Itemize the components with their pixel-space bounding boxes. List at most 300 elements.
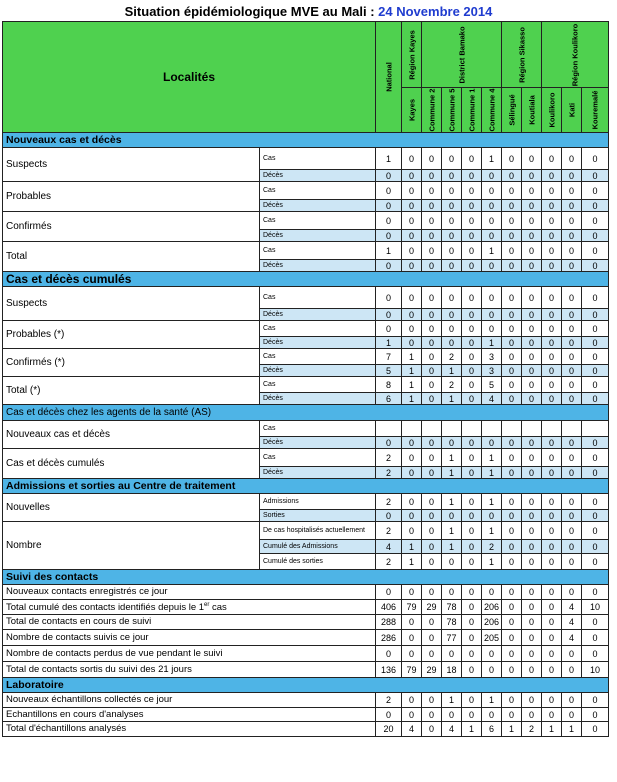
- value-cell: 0: [422, 510, 442, 522]
- value-cell: 0: [402, 494, 422, 510]
- value-cell: 0: [502, 522, 522, 540]
- value-cell: 0: [522, 365, 542, 377]
- value-cell: 0: [462, 522, 482, 540]
- value-cell: 0: [482, 287, 502, 309]
- value-cell: 0: [402, 230, 422, 242]
- sub-label: Cas: [260, 287, 376, 309]
- value-cell: [482, 421, 502, 437]
- row-label: Nombre de contacts perdus de vue pendant le suivi: [3, 646, 376, 662]
- section-header: [3, 570, 609, 585]
- value-cell: 0: [402, 200, 422, 212]
- row-label: Confirmés (*): [3, 349, 260, 377]
- value-cell: 78: [442, 600, 462, 615]
- value-cell: 0: [402, 646, 422, 662]
- value-cell: 0: [502, 449, 522, 467]
- value-cell: 0: [402, 467, 422, 479]
- value-cell: 0: [562, 437, 582, 449]
- sub-label: Admissions: [260, 494, 376, 510]
- value-cell: 0: [422, 449, 442, 467]
- sub-label: Cumulé des sorties: [260, 554, 376, 570]
- value-cell: 1: [442, 540, 462, 554]
- value-cell: 0: [542, 494, 562, 510]
- sub-label: Cas: [260, 421, 376, 437]
- value-cell: 0: [462, 242, 482, 260]
- value-cell: 3: [482, 349, 502, 365]
- value-cell: 0: [422, 212, 442, 230]
- value-cell: 5: [376, 365, 402, 377]
- value-cell: 0: [442, 510, 462, 522]
- value-cell: 0: [582, 337, 609, 349]
- value-cell: 0: [402, 437, 422, 449]
- value-cell: 0: [562, 467, 582, 479]
- value-cell: 0: [402, 242, 422, 260]
- value-cell: 0: [462, 182, 482, 200]
- value-cell: 1: [442, 449, 462, 467]
- value-cell: 0: [542, 554, 562, 570]
- value-cell: 0: [422, 554, 442, 570]
- data-row: [3, 148, 609, 170]
- row-label: Nouveaux échantillons collectés ce jour: [3, 693, 376, 708]
- value-cell: 0: [562, 287, 582, 309]
- value-cell: 288: [376, 615, 402, 630]
- sub-label: Cas: [260, 242, 376, 260]
- value-cell: 0: [462, 615, 482, 630]
- value-cell: 2: [376, 494, 402, 510]
- value-cell: 0: [422, 349, 442, 365]
- section-title: Nouveaux cas et décès: [3, 133, 609, 148]
- value-cell: 0: [482, 230, 502, 242]
- value-cell: 1: [402, 349, 422, 365]
- row-label: Cas et décès cumulés: [3, 449, 260, 479]
- value-cell: 0: [442, 309, 462, 321]
- value-cell: 1: [376, 337, 402, 349]
- value-cell: 1: [402, 377, 422, 393]
- value-cell: 0: [422, 585, 442, 600]
- region-kayes-header: Région Kayes: [402, 22, 422, 88]
- value-cell: [502, 421, 522, 437]
- value-cell: 18: [442, 662, 462, 678]
- value-cell: 0: [462, 377, 482, 393]
- header-row: [3, 22, 609, 88]
- sub-label: Décès: [260, 200, 376, 212]
- value-cell: 1: [442, 522, 462, 540]
- value-cell: 0: [502, 437, 522, 449]
- value-cell: 5: [482, 377, 502, 393]
- value-cell: 0: [502, 393, 522, 405]
- value-cell: 0: [462, 287, 482, 309]
- value-cell: 1: [482, 494, 502, 510]
- value-cell: 0: [522, 230, 542, 242]
- section-header: [3, 133, 609, 148]
- value-cell: 0: [402, 630, 422, 646]
- value-cell: 0: [402, 321, 422, 337]
- value-cell: [542, 421, 562, 437]
- value-cell: 2: [376, 522, 402, 540]
- value-cell: 10: [582, 600, 609, 615]
- value-cell: 0: [562, 393, 582, 405]
- value-cell: 0: [402, 337, 422, 349]
- value-cell: 2: [376, 554, 402, 570]
- value-cell: 0: [522, 522, 542, 540]
- value-cell: 0: [542, 337, 562, 349]
- value-cell: 0: [442, 148, 462, 170]
- value-cell: 0: [442, 200, 462, 212]
- value-cell: 1: [442, 365, 462, 377]
- value-cell: 1: [562, 722, 582, 737]
- value-cell: 0: [442, 708, 462, 722]
- data-row: [3, 722, 609, 737]
- value-cell: 0: [502, 230, 522, 242]
- value-cell: 0: [522, 377, 542, 393]
- value-cell: 0: [402, 708, 422, 722]
- value-cell: 0: [562, 321, 582, 337]
- row-label: Confirmés: [3, 212, 260, 242]
- value-cell: 1: [442, 467, 462, 479]
- value-cell: 0: [562, 449, 582, 467]
- value-cell: 0: [522, 554, 542, 570]
- value-cell: 0: [462, 693, 482, 708]
- value-cell: 4: [482, 393, 502, 405]
- value-cell: 2: [376, 449, 402, 467]
- value-cell: 0: [562, 646, 582, 662]
- value-cell: 0: [582, 349, 609, 365]
- sub-header: Commune 4: [482, 88, 502, 133]
- section-header: [3, 479, 609, 494]
- value-cell: 0: [582, 646, 609, 662]
- sub-label: Cas: [260, 212, 376, 230]
- value-cell: 0: [502, 708, 522, 722]
- section-header: [3, 405, 609, 421]
- value-cell: 0: [402, 212, 422, 230]
- value-cell: [376, 421, 402, 437]
- value-cell: 29: [422, 600, 442, 615]
- value-cell: 0: [522, 646, 542, 662]
- value-cell: 0: [462, 200, 482, 212]
- value-cell: 0: [522, 337, 542, 349]
- data-row: [3, 212, 609, 230]
- value-cell: 0: [422, 467, 442, 479]
- value-cell: 0: [482, 200, 502, 212]
- value-cell: 0: [462, 662, 482, 678]
- row-label: Total (*): [3, 377, 260, 405]
- value-cell: 0: [502, 377, 522, 393]
- value-cell: 0: [582, 393, 609, 405]
- sub-label: Cumulé des Admissions: [260, 540, 376, 554]
- value-cell: 286: [376, 630, 402, 646]
- value-cell: 0: [422, 170, 442, 182]
- value-cell: 0: [542, 600, 562, 615]
- value-cell: 0: [462, 309, 482, 321]
- value-cell: 0: [542, 230, 562, 242]
- value-cell: 0: [582, 693, 609, 708]
- value-cell: 0: [562, 200, 582, 212]
- value-cell: 0: [422, 522, 442, 540]
- value-cell: 2: [442, 349, 462, 365]
- value-cell: 29: [422, 662, 442, 678]
- value-cell: 0: [562, 230, 582, 242]
- sub-label: Sorties: [260, 510, 376, 522]
- value-cell: 0: [482, 585, 502, 600]
- value-cell: 406: [376, 600, 402, 615]
- value-cell: 0: [442, 554, 462, 570]
- value-cell: 0: [462, 494, 482, 510]
- value-cell: 0: [542, 182, 562, 200]
- row-label: Probables (*): [3, 321, 260, 349]
- value-cell: 1: [502, 722, 522, 737]
- sub-header: Commune 2: [422, 88, 442, 133]
- value-cell: 0: [522, 630, 542, 646]
- value-cell: 0: [402, 287, 422, 309]
- value-cell: 0: [582, 708, 609, 722]
- sub-label: Décès: [260, 365, 376, 377]
- value-cell: 0: [582, 540, 609, 554]
- value-cell: 0: [522, 349, 542, 365]
- value-cell: 0: [582, 321, 609, 337]
- value-cell: 0: [542, 148, 562, 170]
- value-cell: 4: [562, 600, 582, 615]
- value-cell: 2: [376, 467, 402, 479]
- value-cell: 0: [502, 349, 522, 365]
- sub-header: Sélingué: [502, 88, 522, 133]
- value-cell: 0: [542, 309, 562, 321]
- value-cell: 0: [542, 393, 562, 405]
- value-cell: 0: [402, 182, 422, 200]
- value-cell: 0: [582, 449, 609, 467]
- value-cell: 0: [582, 287, 609, 309]
- value-cell: 0: [422, 309, 442, 321]
- value-cell: 0: [502, 337, 522, 349]
- row-label: Suspects: [3, 148, 260, 182]
- sub-label: Décès: [260, 260, 376, 272]
- value-cell: 77: [442, 630, 462, 646]
- value-cell: 0: [562, 212, 582, 230]
- value-cell: 0: [422, 337, 442, 349]
- row-label: Nouveaux cas et décès: [3, 421, 260, 449]
- value-cell: 0: [402, 148, 422, 170]
- value-cell: 2: [376, 693, 402, 708]
- value-cell: 0: [482, 309, 502, 321]
- value-cell: 0: [522, 494, 542, 510]
- value-cell: 0: [442, 170, 462, 182]
- value-cell: 0: [582, 437, 609, 449]
- title-date: 24 Novembre 2014: [378, 4, 493, 19]
- value-cell: 0: [562, 585, 582, 600]
- value-cell: 0: [582, 365, 609, 377]
- value-cell: 0: [522, 182, 542, 200]
- value-cell: [442, 421, 462, 437]
- value-cell: 1: [402, 365, 422, 377]
- value-cell: 0: [582, 554, 609, 570]
- value-cell: 0: [422, 230, 442, 242]
- value-cell: 0: [376, 212, 402, 230]
- data-row: [3, 662, 609, 678]
- value-cell: 0: [542, 377, 562, 393]
- value-cell: 0: [462, 365, 482, 377]
- value-cell: 0: [582, 309, 609, 321]
- sub-label: Décès: [260, 230, 376, 242]
- value-cell: 0: [422, 722, 442, 737]
- value-cell: 0: [502, 260, 522, 272]
- value-cell: 0: [542, 170, 562, 182]
- value-cell: 1: [482, 337, 502, 349]
- value-cell: 0: [462, 437, 482, 449]
- value-cell: [402, 421, 422, 437]
- sub-label: Décès: [260, 393, 376, 405]
- value-cell: 0: [522, 449, 542, 467]
- row-label: Nombre de contacts suivis ce jour: [3, 630, 376, 646]
- value-cell: 1: [442, 494, 462, 510]
- value-cell: 0: [462, 337, 482, 349]
- value-cell: 0: [402, 260, 422, 272]
- value-cell: 0: [562, 494, 582, 510]
- value-cell: 0: [582, 494, 609, 510]
- sub-label: Décès: [260, 437, 376, 449]
- data-row: [3, 522, 609, 540]
- section-title: Cas et décès chez les agents de la santé (AS): [3, 405, 609, 421]
- row-label: Probables: [3, 182, 260, 212]
- value-cell: 0: [422, 540, 442, 554]
- sub-header: Commune 1: [462, 88, 482, 133]
- row-label: Total de contacts en cours de suivi: [3, 615, 376, 630]
- value-cell: 205: [482, 630, 502, 646]
- value-cell: 1: [402, 393, 422, 405]
- data-row: [3, 287, 609, 309]
- value-cell: 0: [562, 693, 582, 708]
- value-cell: 0: [542, 540, 562, 554]
- value-cell: 0: [502, 540, 522, 554]
- value-cell: [582, 421, 609, 437]
- sub-label: Décès: [260, 309, 376, 321]
- value-cell: 0: [482, 437, 502, 449]
- data-row: [3, 349, 609, 365]
- value-cell: 0: [376, 182, 402, 200]
- value-cell: 0: [422, 200, 442, 212]
- value-cell: 0: [422, 494, 442, 510]
- value-cell: 0: [522, 510, 542, 522]
- value-cell: 0: [462, 321, 482, 337]
- value-cell: 0: [482, 321, 502, 337]
- value-cell: 0: [542, 467, 562, 479]
- value-cell: 0: [562, 148, 582, 170]
- value-cell: 0: [582, 722, 609, 737]
- value-cell: 0: [522, 148, 542, 170]
- value-cell: 1: [482, 467, 502, 479]
- value-cell: 0: [582, 522, 609, 540]
- value-cell: 0: [402, 309, 422, 321]
- value-cell: 0: [542, 260, 562, 272]
- value-cell: 0: [442, 242, 462, 260]
- sub-label: Cas: [260, 349, 376, 365]
- value-cell: 79: [402, 600, 422, 615]
- data-row: [3, 182, 609, 200]
- value-cell: 0: [482, 182, 502, 200]
- value-cell: 0: [502, 309, 522, 321]
- value-cell: 0: [542, 242, 562, 260]
- value-cell: 10: [582, 662, 609, 678]
- value-cell: 0: [522, 200, 542, 212]
- row-label: Nouvelles: [3, 494, 260, 522]
- row-label: Suspects: [3, 287, 260, 321]
- value-cell: 0: [542, 437, 562, 449]
- value-cell: 0: [542, 321, 562, 337]
- value-cell: 3: [482, 365, 502, 377]
- data-row: [3, 646, 609, 662]
- value-cell: 1: [376, 148, 402, 170]
- value-cell: 0: [582, 377, 609, 393]
- value-cell: 0: [462, 630, 482, 646]
- value-cell: 0: [502, 182, 522, 200]
- data-row: [3, 630, 609, 646]
- row-label: Total cumulé des contacts identifiés depuis le 1er cas: [3, 600, 376, 615]
- section-title: Cas et décès cumulés: [3, 272, 609, 287]
- value-cell: 0: [502, 170, 522, 182]
- value-cell: 0: [376, 170, 402, 182]
- value-cell: 0: [376, 309, 402, 321]
- value-cell: 0: [482, 646, 502, 662]
- sub-label: Décès: [260, 337, 376, 349]
- value-cell: 20: [376, 722, 402, 737]
- value-cell: 0: [522, 708, 542, 722]
- value-cell: 0: [502, 510, 522, 522]
- value-cell: 0: [502, 600, 522, 615]
- data-row: [3, 242, 609, 260]
- value-cell: 0: [482, 212, 502, 230]
- value-cell: 0: [562, 522, 582, 540]
- value-cell: 8: [376, 377, 402, 393]
- title-text: Situation épidémiologique MVE au Mali :: [124, 4, 379, 19]
- value-cell: 0: [442, 337, 462, 349]
- sub-header: Kati: [562, 88, 582, 133]
- data-row: [3, 615, 609, 630]
- value-cell: [522, 421, 542, 437]
- value-cell: 0: [522, 615, 542, 630]
- value-cell: 0: [522, 662, 542, 678]
- value-cell: 0: [582, 170, 609, 182]
- value-cell: 0: [462, 646, 482, 662]
- row-label: Total de contacts sortis du suivi des 21 jours: [3, 662, 376, 678]
- value-cell: 1: [482, 693, 502, 708]
- value-cell: 0: [562, 662, 582, 678]
- sub-label: Cas: [260, 449, 376, 467]
- value-cell: 206: [482, 615, 502, 630]
- value-cell: 0: [522, 170, 542, 182]
- data-row: [3, 377, 609, 393]
- data-row: [3, 600, 609, 615]
- value-cell: 206: [482, 600, 502, 615]
- value-cell: 1: [442, 393, 462, 405]
- value-cell: 0: [376, 230, 402, 242]
- value-cell: 0: [442, 260, 462, 272]
- data-row: [3, 449, 609, 467]
- value-cell: 0: [522, 321, 542, 337]
- value-cell: 0: [562, 309, 582, 321]
- value-cell: 0: [502, 585, 522, 600]
- value-cell: 0: [402, 170, 422, 182]
- value-cell: 0: [402, 522, 422, 540]
- value-cell: 0: [542, 287, 562, 309]
- value-cell: 0: [376, 585, 402, 600]
- data-row: [3, 494, 609, 510]
- value-cell: 1: [402, 540, 422, 554]
- value-cell: 0: [462, 540, 482, 554]
- value-cell: 0: [482, 708, 502, 722]
- sub-label: De cas hospitalisés actuellement: [260, 522, 376, 540]
- value-cell: 0: [522, 693, 542, 708]
- value-cell: 79: [402, 662, 422, 678]
- value-cell: 0: [462, 230, 482, 242]
- epidemiological-table: [2, 21, 609, 737]
- value-cell: 0: [542, 646, 562, 662]
